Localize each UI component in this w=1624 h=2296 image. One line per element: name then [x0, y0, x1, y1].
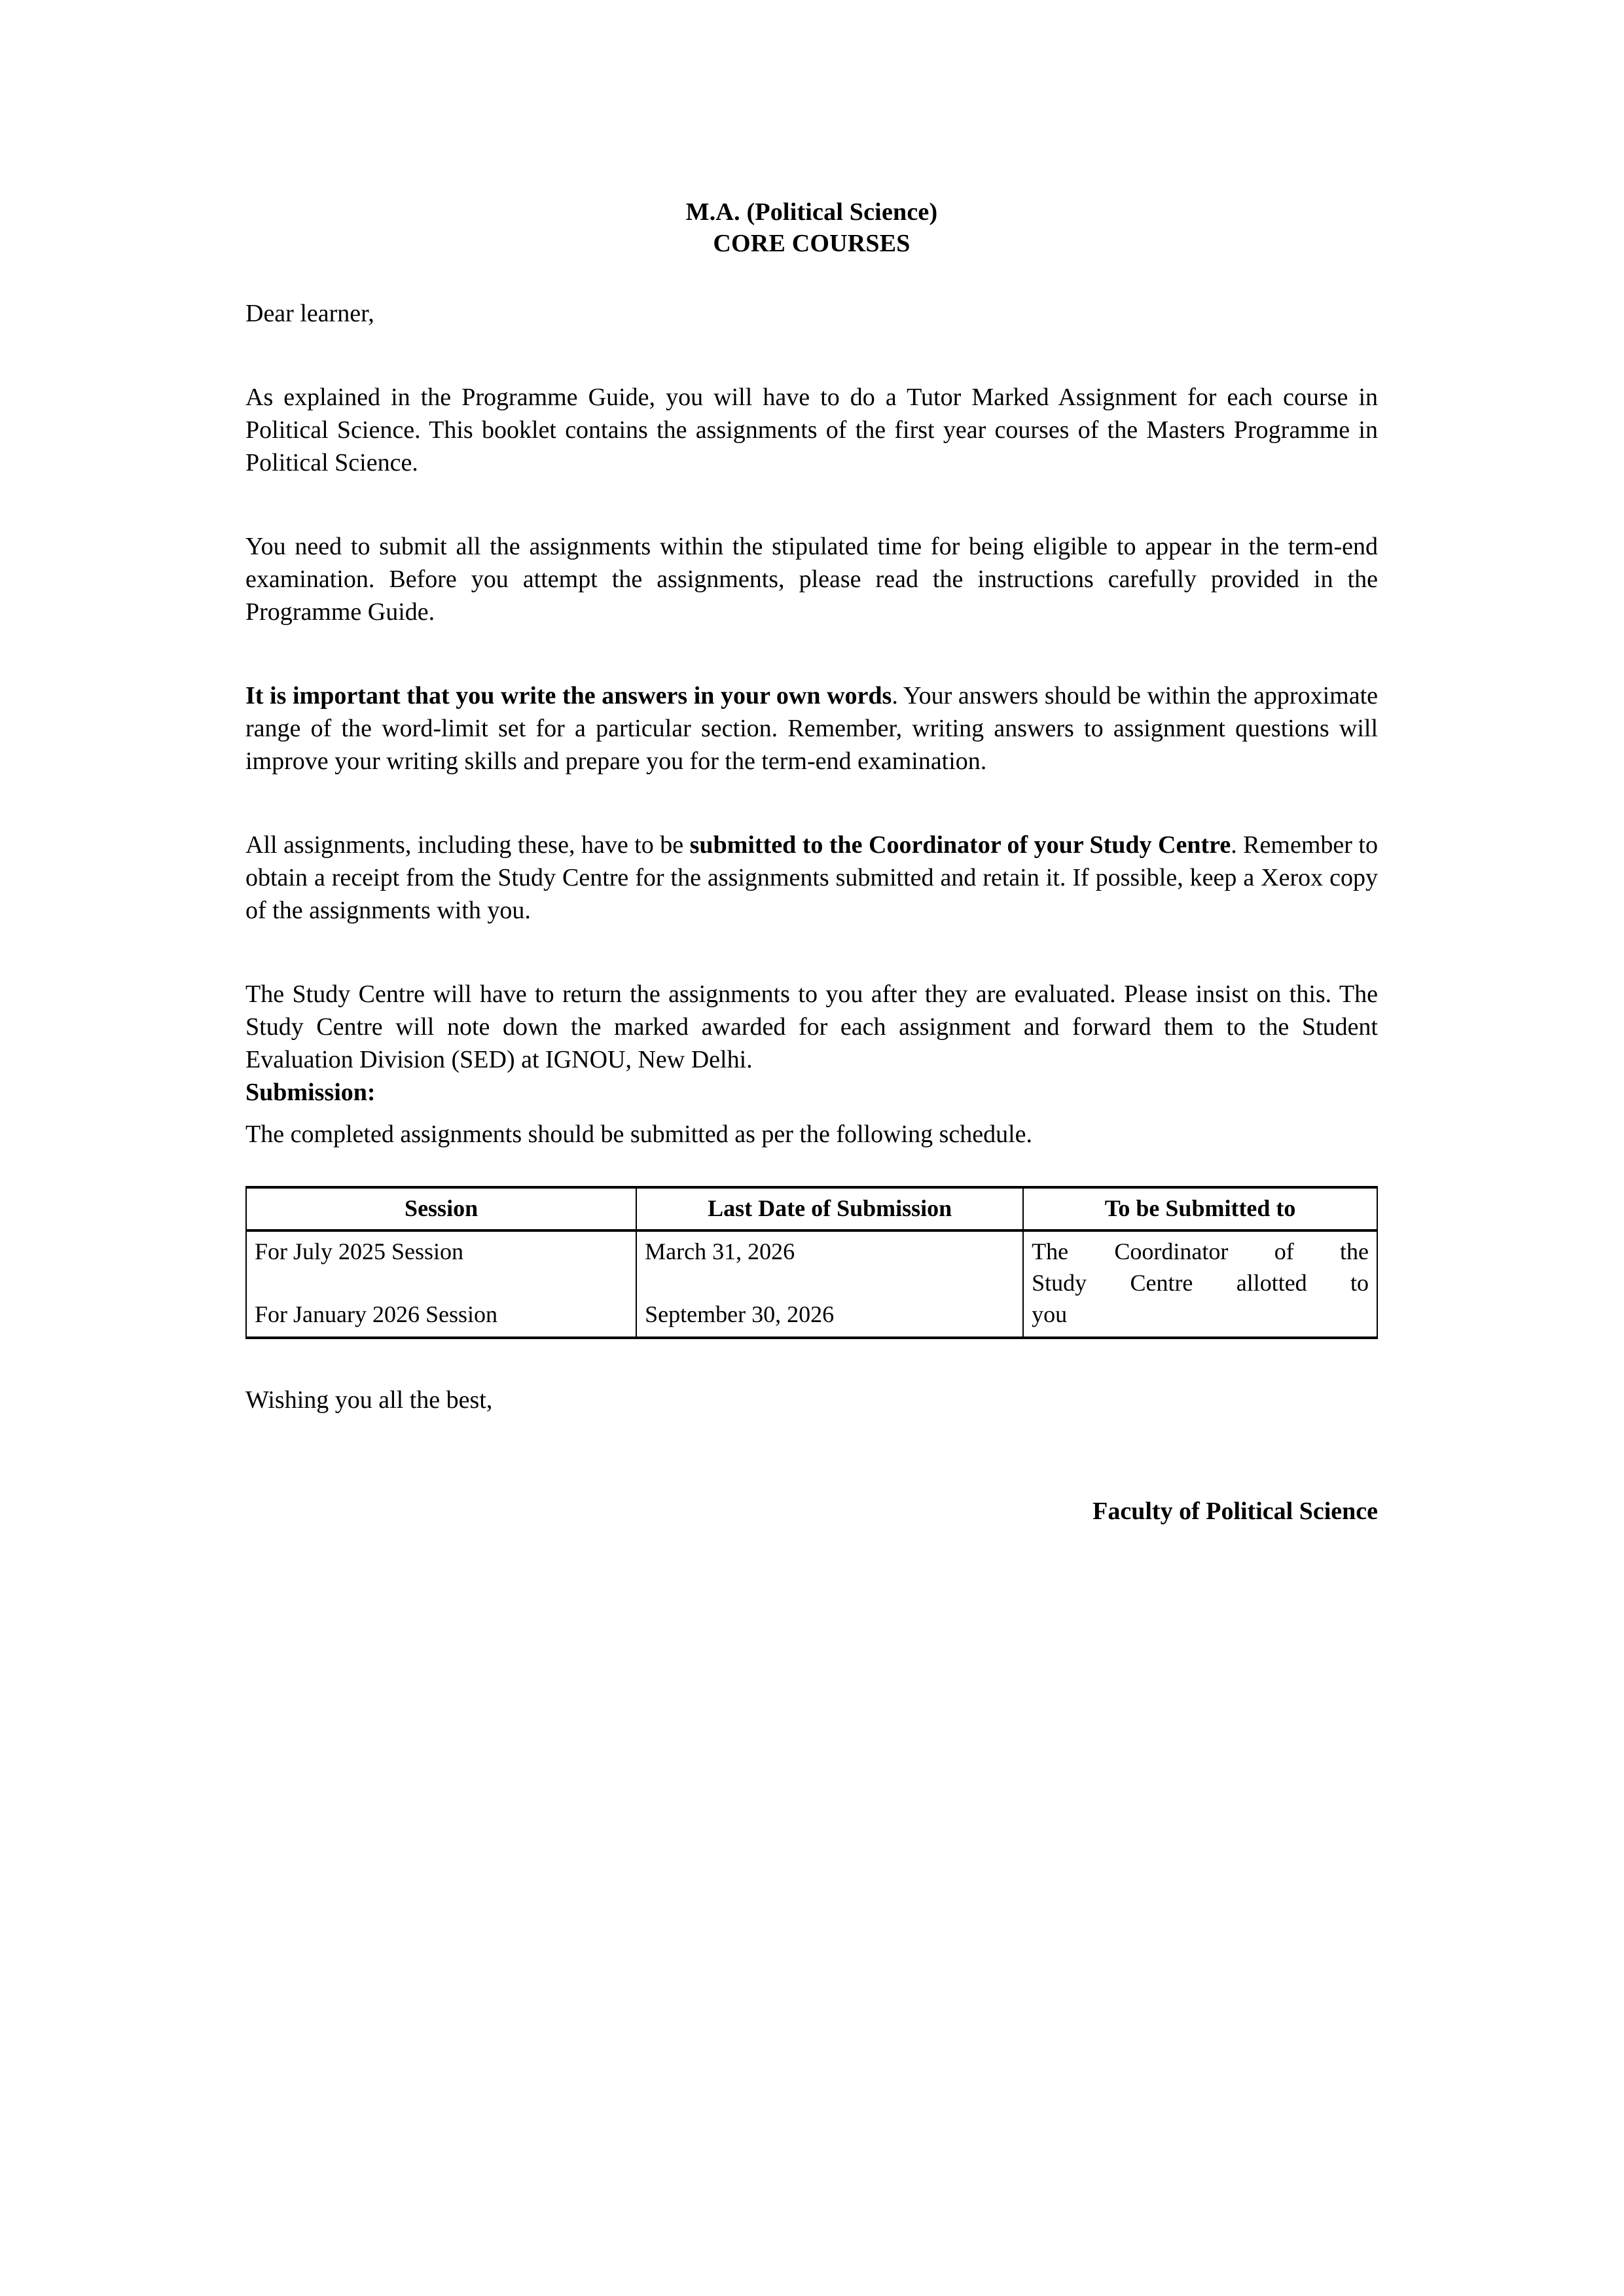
salutation: Dear learner, — [245, 300, 374, 327]
title-line-programme: M.A. (Political Science) — [685, 198, 938, 226]
table-cell-sessions — [246, 1230, 636, 1338]
table-header-session: Session — [246, 1187, 636, 1230]
document-content — [245, 0, 1378, 1552]
paragraph-evaluation-return: The Study Centre will have to return the assignments to you after they are evaluated. Please insist on this. The Study Centre will note down the marked awarded for each assignment and forward them to the Student Evaluation Division (SED) at IGNOU, New Delhi. — [245, 980, 1378, 1073]
paragraph-own-words — [245, 679, 1378, 778]
date-spacer — [645, 1267, 1015, 1299]
emphasis-coordinator: submitted to the Coordinator of your Study Centre — [689, 831, 1231, 859]
paragraph-submit-deadline: You need to submit all the assignments within the stipulated time for being eligible to appear in the term-end examination. Before you attempt the assignments, please read the instructions carefully provided in the Programme Guide. — [245, 533, 1378, 626]
paragraph-coordinator — [245, 829, 1378, 927]
table-row — [246, 1230, 1377, 1338]
date-march-31-2026: March 31, 2026 — [645, 1238, 795, 1265]
submitted-to-lines — [1032, 1236, 1369, 1330]
signoff-faculty: Faculty of Political Science — [1092, 1498, 1378, 1525]
session-january-2026: For January 2026 Session — [255, 1301, 497, 1327]
paragraph-coordinator-rest: . Remember to obtain a receipt from the Study Centre for the assignments submitted and retain it. If possible, keep a Xerox copy of the assignments with you. — [245, 831, 1378, 924]
table-cell-submitted-to — [1023, 1230, 1377, 1338]
paragraph-coordinator-lead: All assignments, including these, have to be — [245, 831, 690, 859]
session-july-2025: For July 2025 Session — [255, 1238, 464, 1265]
closing-line: Wishing you all the best, — [245, 1386, 493, 1414]
submitted-to-line-3: you — [1032, 1301, 1068, 1327]
date-september-30-2026: September 30, 2026 — [645, 1301, 835, 1327]
document-title — [245, 196, 1378, 259]
submission-intro: The completed assignments should be submitted as per the following schedule. — [245, 1121, 1033, 1148]
submission-schedule-table — [245, 1186, 1378, 1339]
table-header-last-date: Last Date of Submission — [636, 1187, 1023, 1230]
emphasis-own-words: It is important that you write the answers in your own words — [245, 682, 892, 709]
session-lines — [255, 1236, 628, 1330]
table-header-row — [246, 1187, 1377, 1230]
table-cell-dates — [636, 1230, 1023, 1338]
submitted-to-line-2: Study Centre allotted to — [1032, 1270, 1369, 1296]
table-header-submitted-to: To be Submitted to — [1023, 1187, 1377, 1230]
submitted-to-line-1: The Coordinator of the — [1032, 1238, 1369, 1265]
date-lines — [645, 1236, 1015, 1330]
session-spacer — [255, 1267, 628, 1299]
paragraph-own-words-rest: . Your answers should be within the approximate range of the word-limit set for a particular section. Remember, writing answers to assignment questions will improve your writing skills and prepare you for the term-end examination. — [245, 682, 1378, 775]
title-line-core-courses: CORE COURSES — [713, 230, 911, 257]
submission-heading: Submission: — [245, 1079, 376, 1106]
paragraph-programme-guide: As explained in the Programme Guide, you will have to do a Tutor Marked Assignment for each course in Political Science. This booklet contains the assignments of the first year courses of the Masters Programme in Political Science. — [245, 384, 1378, 476]
